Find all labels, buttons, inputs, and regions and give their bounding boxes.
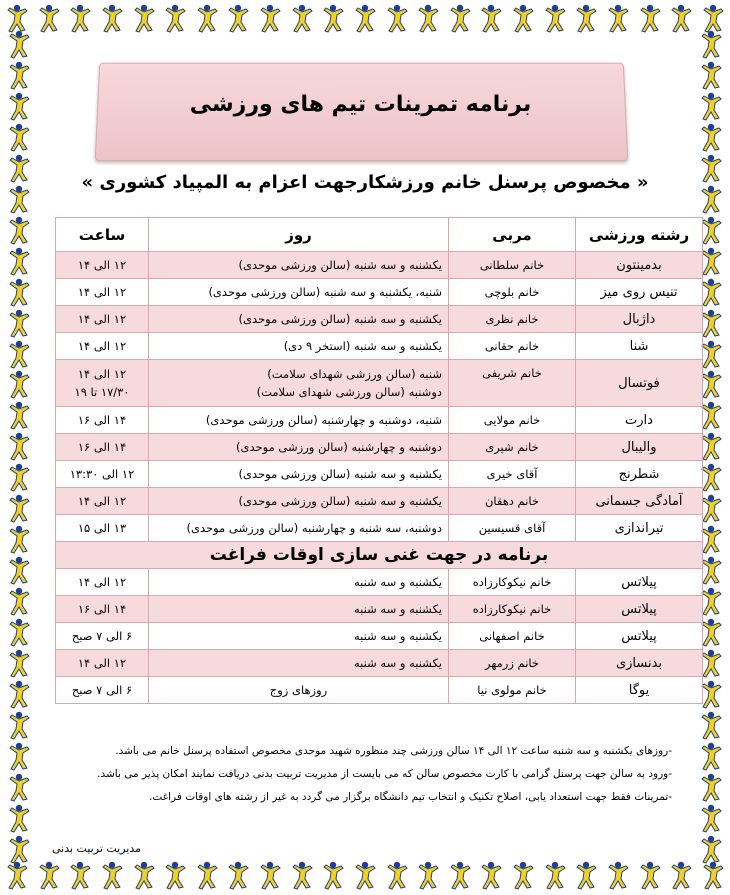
- athlete-icon: [194, 4, 220, 34]
- cell-sport: پیلاتس: [576, 569, 703, 596]
- athlete-icon: [637, 861, 663, 891]
- cell-day-line: دوشنبه (سالن ورزشی شهدای سلامت): [256, 385, 442, 399]
- athlete-icon: [6, 92, 32, 122]
- athlete-icon: [698, 92, 724, 122]
- footer-signature: مدیریت تربیت بدنی: [52, 842, 142, 855]
- table-row: [56, 306, 703, 333]
- athlete-icon: [605, 4, 631, 34]
- cell-day: دوشنبه، سه شنبه و چهارشنبه (سالن ورزشی موحدی): [149, 515, 449, 542]
- athlete-icon: [6, 30, 32, 60]
- athlete-icon: [478, 4, 504, 34]
- cell-coach: خانم سلطانی: [449, 252, 576, 279]
- athlete-icon: [6, 432, 32, 462]
- athlete-icon: [99, 4, 125, 34]
- athlete-icon: [99, 861, 125, 891]
- cell-coach: خانم مولایی: [449, 407, 576, 434]
- cell-hour: ۱۲ الی ۱۴: [56, 569, 149, 596]
- note-line: -روزهای یکشنبه و سه شنبه ساعت ۱۲ الی ۱۴ سالن ورزشی چند منظوره شهید موحدی مخصوص استفاده پرسنل خانم می باشد.: [115, 745, 672, 757]
- athlete-icon: [6, 123, 32, 153]
- cell-coach: خانم شریفی: [449, 360, 576, 407]
- header-hour: ساعت: [56, 218, 149, 252]
- cell-sport: پیلاتس: [576, 623, 703, 650]
- athlete-icon: [698, 773, 724, 803]
- header-coach: مربی: [449, 218, 576, 252]
- athlete-icon: [6, 587, 32, 617]
- cell-hour: ۱۲ الی ۱۴: [56, 252, 149, 279]
- athlete-icon: [698, 804, 724, 834]
- athlete-icon: [6, 340, 32, 370]
- athlete-icon: [478, 861, 504, 891]
- table-row: [56, 434, 703, 461]
- page-subtitle: « مخصوص پرسنل خانم ورزشکارجهت اعزام به المپیاد کشوری »: [81, 172, 649, 193]
- note-line: -ورود به سالن جهت پرسنل گرامی با کارت مخصوص سالن که می بایست از مدیریت تربیت بدنی دریافت نمایند امکان پذیر می باشد.: [97, 768, 672, 780]
- athlete-icon: [384, 861, 410, 891]
- athlete-icon: [320, 861, 346, 891]
- cell-hour: ۱۴ الی ۱۶: [56, 596, 149, 623]
- cell-sport: پیلاتس: [576, 596, 703, 623]
- table-row: [56, 333, 703, 360]
- cell-hour: ۶ الی ۷ صبح: [56, 677, 149, 704]
- athlete-icon: [510, 4, 536, 34]
- cell-day: یکشنبه و سه شنبه: [149, 569, 449, 596]
- cell-day: شنبه، دوشنبه و چهارشنبه (سالن ورزشی موحدی): [149, 407, 449, 434]
- cell-day: [149, 360, 449, 407]
- athlete-icon: [6, 278, 32, 308]
- athlete-icon: [415, 861, 441, 891]
- table-row: [56, 252, 703, 279]
- athlete-icon: [6, 742, 32, 772]
- cell-day: یکشنبه و سه شنبه: [149, 596, 449, 623]
- note-line: -تمرینات فقط جهت استعداد یابی، اصلاح تکنیک و انتخاب تیم دانشگاه برگزار می گردد به غیر از رشته های اوقات فراغت.: [148, 791, 672, 803]
- cell-coach: خانم حقانی: [449, 333, 576, 360]
- athlete-icon: [6, 494, 32, 524]
- page-title: برنامه تمرینات تیم های ورزشی: [189, 92, 532, 117]
- athlete-icon: [194, 861, 220, 891]
- table-row: [56, 596, 703, 623]
- athlete-icon: [6, 680, 32, 710]
- cell-coach: خانم بلوچی: [449, 279, 576, 306]
- athlete-icon: [698, 123, 724, 153]
- athlete-icon: [6, 773, 32, 803]
- cell-coach: آقای قسیسین: [449, 515, 576, 542]
- athlete-icon: [542, 4, 568, 34]
- athlete-icon: [352, 861, 378, 891]
- athlete-icon: [6, 463, 32, 493]
- cell-hour-line: ۱۷/۳۰ تا ۱۹: [74, 385, 130, 399]
- cell-sport: شنا: [576, 333, 703, 360]
- athlete-icon: [131, 4, 157, 34]
- cell-sport: یوگا: [576, 677, 703, 704]
- athlete-icon: [67, 861, 93, 891]
- cell-coach: آقای خیری: [449, 461, 576, 488]
- athlete-icon: [131, 861, 157, 891]
- athlete-icon: [6, 556, 32, 586]
- athlete-icon: [6, 804, 32, 834]
- athlete-icon: [162, 861, 188, 891]
- cell-coach: خانم اصفهانی: [449, 623, 576, 650]
- cell-sport: تنیس روی میز: [576, 279, 703, 306]
- cell-sport: بدنسازی: [576, 650, 703, 677]
- athlete-icon: [6, 247, 32, 277]
- decorative-border-top: [0, 4, 730, 38]
- athlete-icon: [36, 861, 62, 891]
- cell-hour: ۶ الی ۷ صبح: [56, 623, 149, 650]
- table-row: [56, 623, 703, 650]
- athlete-icon: [36, 4, 62, 34]
- athlete-icon: [510, 861, 536, 891]
- athlete-icon: [700, 861, 726, 891]
- table-row: [56, 360, 703, 407]
- athlete-icon: [320, 4, 346, 34]
- table-row: [56, 279, 703, 306]
- athlete-icon: [225, 861, 251, 891]
- decorative-border-bottom: [0, 861, 730, 895]
- cell-hour: ۱۳ الی ۱۵: [56, 515, 149, 542]
- cell-day: یکشنبه و سه شنبه (سالن ورزشی موحدی): [149, 461, 449, 488]
- athlete-icon: [6, 835, 32, 865]
- table-row: [56, 650, 703, 677]
- cell-hour: ۱۴ الی ۱۶: [56, 407, 149, 434]
- cell-hour: [56, 360, 149, 407]
- athlete-icon: [6, 370, 32, 400]
- athlete-icon: [637, 4, 663, 34]
- athlete-icon: [162, 4, 188, 34]
- schedule-table: [55, 217, 703, 704]
- cell-day: یکشنبه و سه شنبه (استخر ۹ دی): [149, 333, 449, 360]
- cell-hour: ۱۲ الی ۱۴: [56, 650, 149, 677]
- header-day: روز: [149, 218, 449, 252]
- decorative-border-left: [2, 30, 36, 865]
- cell-hour: ۱۲ الی ۱۴: [56, 333, 149, 360]
- athlete-icon: [257, 861, 283, 891]
- athlete-icon: [289, 861, 315, 891]
- athlete-icon: [289, 4, 315, 34]
- cell-coach: خانم نظری: [449, 306, 576, 333]
- athlete-icon: [698, 711, 724, 741]
- athlete-icon: [447, 4, 473, 34]
- athlete-icon: [415, 4, 441, 34]
- table-row: [56, 515, 703, 542]
- cell-sport: دارت: [576, 407, 703, 434]
- cell-coach: خانم مولوی نیا: [449, 677, 576, 704]
- athlete-icon: [225, 4, 251, 34]
- cell-sport: تیراندازی: [576, 515, 703, 542]
- section-row: [56, 542, 703, 569]
- athlete-icon: [447, 861, 473, 891]
- cell-hour: ۱۲ الی ۱۴: [56, 279, 149, 306]
- athlete-icon: [698, 30, 724, 60]
- cell-day: یکشنبه و سه شنبه: [149, 650, 449, 677]
- cell-sport: بدمینتون: [576, 252, 703, 279]
- cell-day: یکشنبه و سه شنبه (سالن ورزشی موحدی): [149, 306, 449, 333]
- athlete-icon: [698, 185, 724, 215]
- cell-day: یکشنبه و سه شنبه: [149, 623, 449, 650]
- athlete-icon: [542, 861, 568, 891]
- cell-sport: فوتسال: [576, 360, 703, 407]
- table-header-row: [56, 218, 703, 252]
- cell-sport: والیبال: [576, 434, 703, 461]
- table-row: [56, 569, 703, 596]
- cell-hour: ۱۲ الی ۱۴: [56, 306, 149, 333]
- cell-coach: خانم نیکوکارزاده: [449, 569, 576, 596]
- athlete-icon: [6, 401, 32, 431]
- athlete-icon: [573, 861, 599, 891]
- athlete-icon: [6, 525, 32, 555]
- athlete-icon: [6, 649, 32, 679]
- athlete-icon: [668, 4, 694, 34]
- athlete-icon: [605, 861, 631, 891]
- cell-sport: شطرنج: [576, 461, 703, 488]
- athlete-icon: [67, 4, 93, 34]
- cell-coach: خانم نیکوکارزاده: [449, 596, 576, 623]
- athlete-icon: [352, 4, 378, 34]
- notes: [60, 740, 672, 809]
- cell-day-line: شنبه (سالن ورزشی شهدای سلامت): [267, 367, 442, 381]
- cell-day: یکشنبه و سه شنبه (سالن ورزشی موحدی): [149, 252, 449, 279]
- cell-sport: آمادگی جسمانی: [576, 488, 703, 515]
- table-row: [56, 488, 703, 515]
- cell-hour: ۱۲ الی ۱۴: [56, 488, 149, 515]
- athlete-icon: [4, 861, 30, 891]
- athlete-icon: [668, 861, 694, 891]
- header-sport: رشته ورزشی: [576, 218, 703, 252]
- athlete-icon: [573, 4, 599, 34]
- section-title: برنامه در جهت غنی سازی اوقات فراغت: [56, 542, 703, 569]
- athlete-icon: [6, 309, 32, 339]
- table-row: [56, 407, 703, 434]
- cell-hour: ۱۲ الی ۱۳:۳۰: [56, 461, 149, 488]
- athlete-icon: [6, 61, 32, 91]
- athlete-icon: [6, 711, 32, 741]
- athlete-icon: [698, 154, 724, 184]
- cell-day: روزهای زوج: [149, 677, 449, 704]
- athlete-icon: [698, 742, 724, 772]
- athlete-icon: [6, 185, 32, 215]
- table-row: [56, 677, 703, 704]
- athlete-icon: [6, 618, 32, 648]
- athlete-icon: [6, 216, 32, 246]
- athlete-icon: [698, 835, 724, 865]
- cell-day: یکشنبه و سه شنبه (سالن ورزشی موحدی): [149, 488, 449, 515]
- cell-coach: خانم شیری: [449, 434, 576, 461]
- athlete-icon: [6, 154, 32, 184]
- cell-day: دوشنبه و چهارشنبه (سالن ورزشی موحدی): [149, 434, 449, 461]
- table-row: [56, 461, 703, 488]
- cell-hour-line: ۱۲ الی ۱۴: [77, 367, 127, 381]
- cell-sport: داژبال: [576, 306, 703, 333]
- cell-coach: خانم زرمهر: [449, 650, 576, 677]
- cell-day: شنبه، یکشنبه و سه شنبه (سالن ورزشی موحدی): [149, 279, 449, 306]
- cell-hour: ۱۴ الی ۱۶: [56, 434, 149, 461]
- athlete-icon: [384, 4, 410, 34]
- cell-coach: خانم دهقان: [449, 488, 576, 515]
- athlete-icon: [257, 4, 283, 34]
- athlete-icon: [698, 61, 724, 91]
